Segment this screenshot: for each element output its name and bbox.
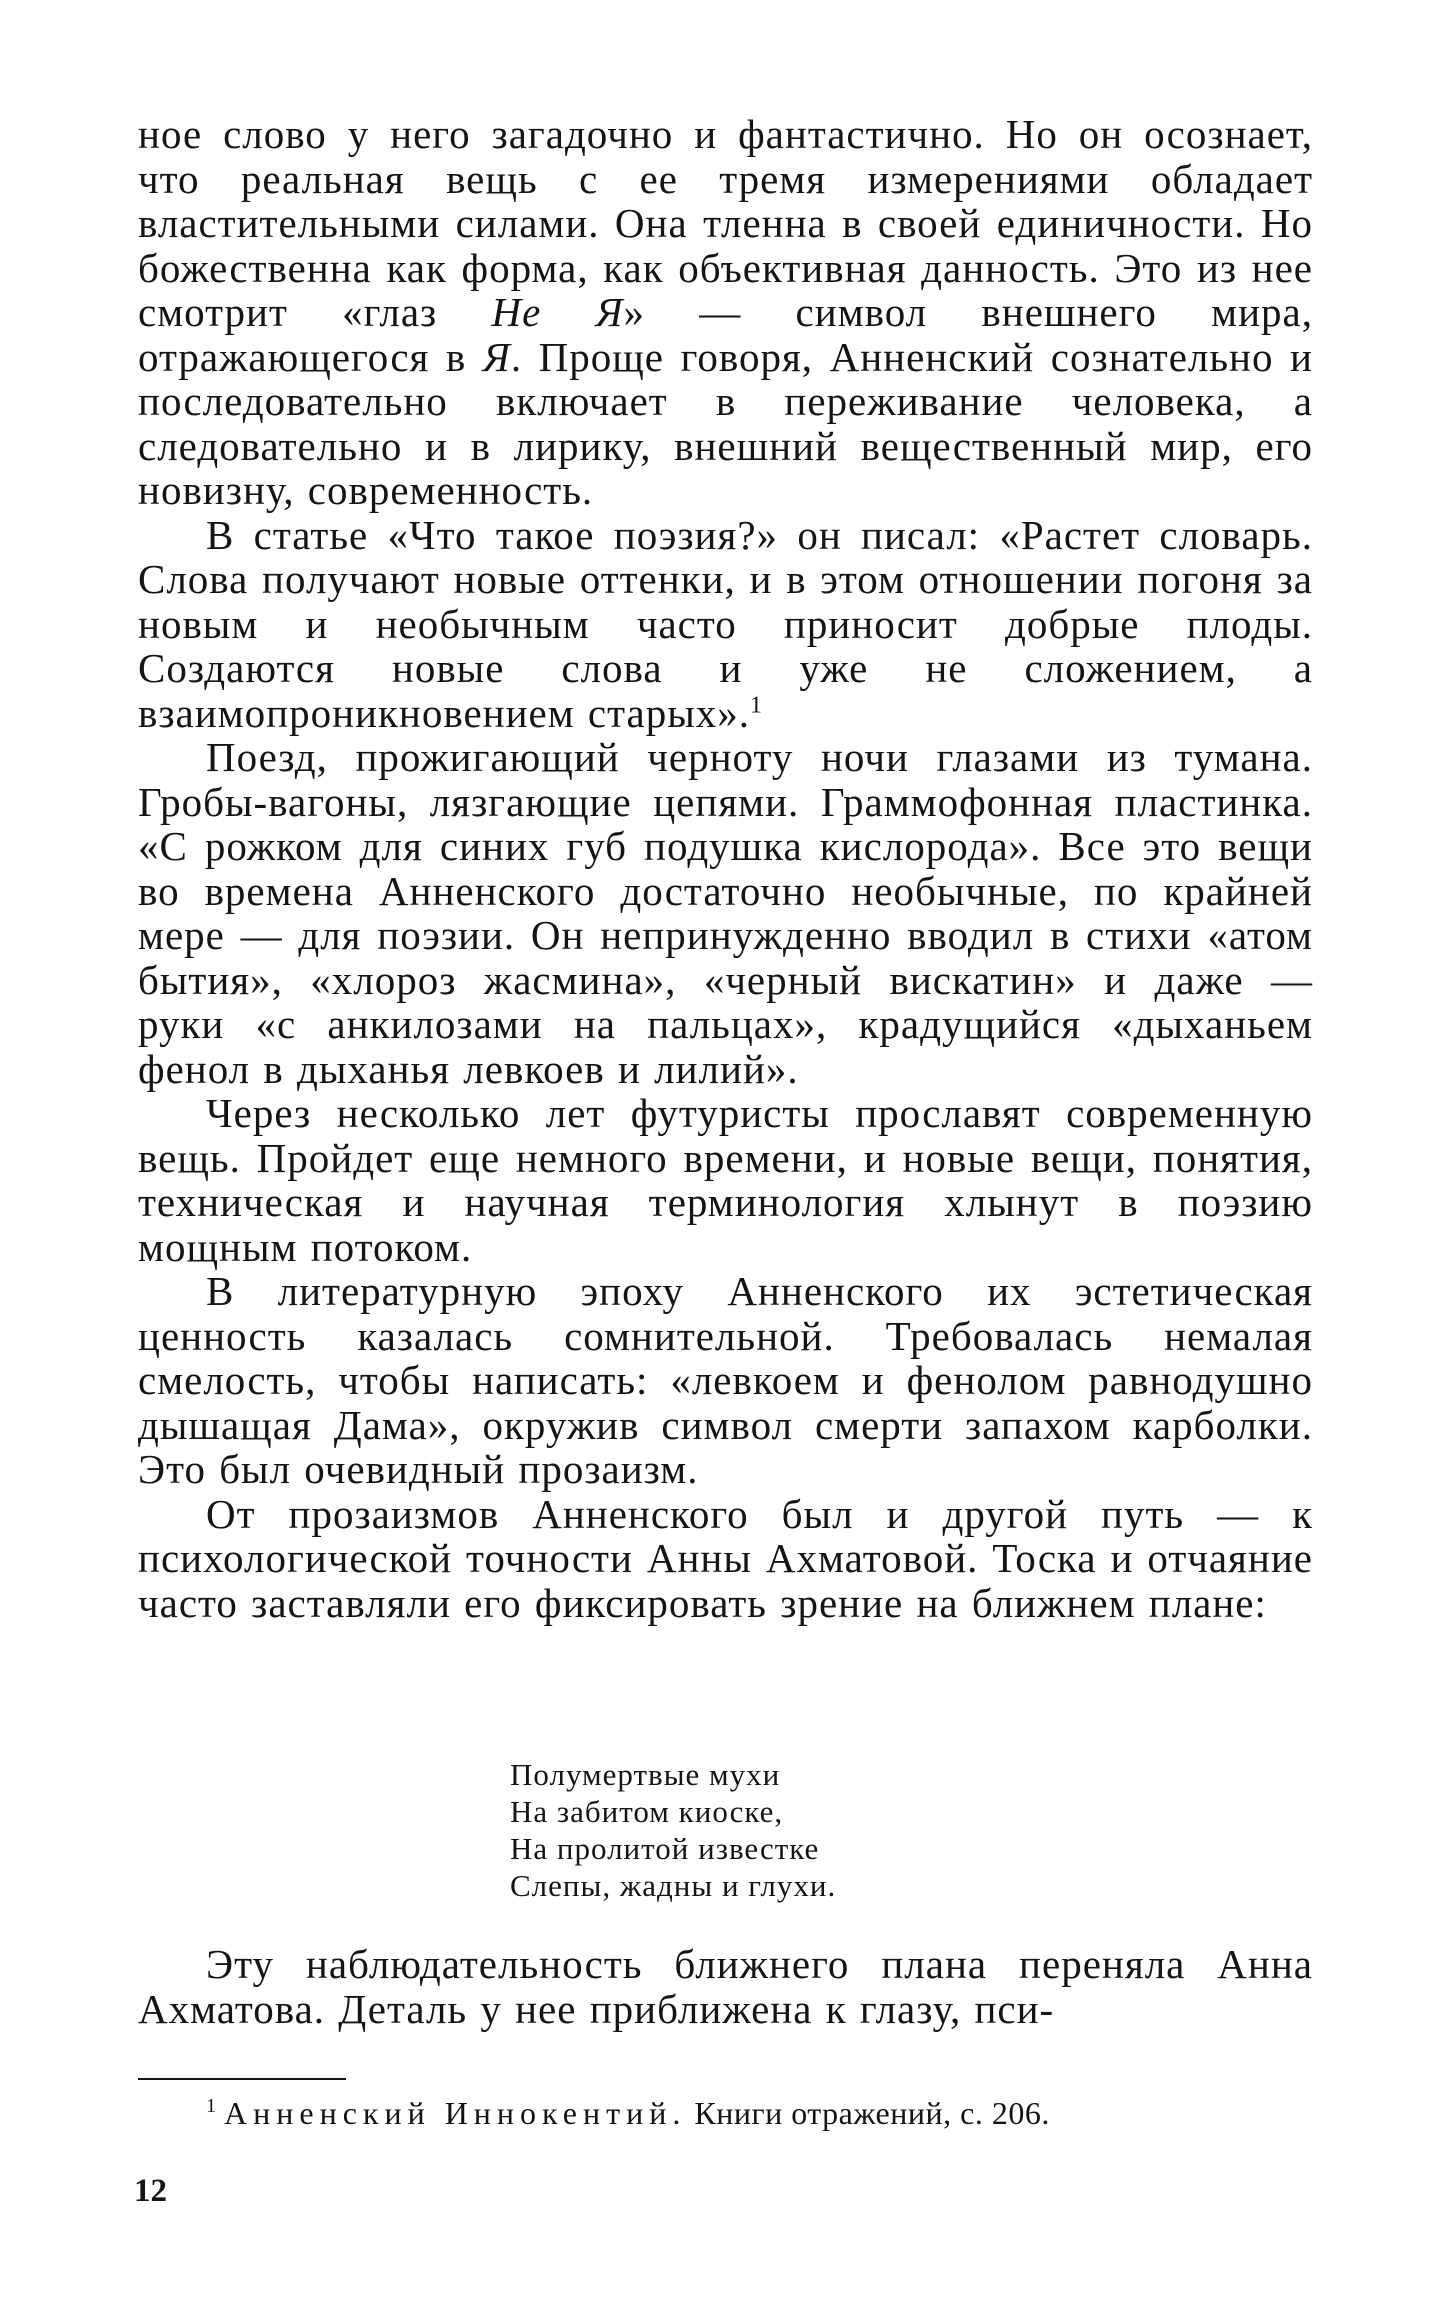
page-number: 12 <box>134 2173 167 2209</box>
poem-line-2: На забитом киоске, <box>510 1794 784 1829</box>
paragraph-1 <box>138 112 1313 513</box>
poem-line-4: Слепы, жадны и глухи. <box>510 1868 837 1903</box>
footnote-divider <box>138 2078 346 2080</box>
paragraph-1-text-end: . Проще говоря, Анненский сознательно и последовательно включает в переживание человека, а следовательно и в лирику, внешний вещественный мир, его новизну, современность. <box>138 333 1313 513</box>
paragraph-1-italic-ne-ya: Не Я <box>491 289 624 335</box>
footnote-author: Анненский Иннокентий. <box>224 2095 687 2131</box>
paragraph-1-text: ное слово у него загадочно и фантастично. Но он осознает, что реальная вещь с ее тремя измерениями обладает властительными силами. Она тленна в своей единичности. Но божественна как форма, как объективная данность. Это из нее смотрит «глаз <box>138 111 1313 335</box>
poem-quote <box>510 1756 1030 1904</box>
poem-line-1: Полумертвые мухи <box>510 1757 781 1792</box>
main-text <box>138 112 1313 1625</box>
footnote <box>206 2094 1050 2132</box>
footnote-marker: 1 <box>206 2095 216 2118</box>
paragraph-6: От прозаизмов Анненского был и другой путь — к психологической точности Анны Ахматовой. Тоска и отчаяние часто заставляли его фиксировать зрение на ближнем плане: <box>138 1490 1313 1626</box>
paragraph-3: Поезд, прожигающий черноту ночи глазами из тумана. Гробы-вагоны, лязгающие цепями. Граммофонная пластинка. «С рожком для синих губ подушка кислорода». Все это вещи во времена Анненского достаточно необычные, по крайней мере — для поэзии. Он непринужденно вводил в стихи «атом бытия», «хлороз жасмина», «черный вискатин» и даже — руки «с анкилозами на пальцах», крадущийся «дыханьем фенол в дыханья левкоев и лилий». <box>138 734 1313 1092</box>
paragraph-1-text-middle: » — символ внешнего мира, отражающегося в <box>138 289 1314 380</box>
closing-text <box>138 1942 1313 2031</box>
paragraph-1-italic-ya: Я <box>482 333 511 380</box>
poem-line-3: На пролитой известке <box>510 1831 820 1866</box>
paragraph-2 <box>138 513 1313 736</box>
footnote-reference: 1 <box>750 691 764 718</box>
footnote-source: Книги отражений, с. 206. <box>694 2095 1050 2131</box>
paragraph-7: Эту наблюдательность ближнего плана переняла Анна Ахматова. Деталь у нее приближена к глазу, пси- <box>138 1941 1313 2032</box>
paragraph-4: Через несколько лет футуристы прославят современную вещь. Пройдет еще немного времени, и новые вещи, понятия, техническая и научная терминология хлынут в поэзию мощным потоком. <box>138 1090 1313 1270</box>
paragraph-2-text: В статье «Что такое поэзия?» он писал: «Растет словарь. Слова получают новые оттенки, и в этом отношении погоня за новым и необычным часто приносит добрые плоды. Создаются новые слова и уже не сложением, а взаимопроникновением старых». <box>138 511 1313 736</box>
paragraph-5: В литературную эпоху Анненского их эстетическая ценность казалась сомнительной. Требовалась немалая смелость, чтобы написать: «левкоем и фенолом равнодушно дышащая Дама», окружив символ смерти запахом карболки. Это был очевидный прозаизм. <box>138 1268 1313 1492</box>
